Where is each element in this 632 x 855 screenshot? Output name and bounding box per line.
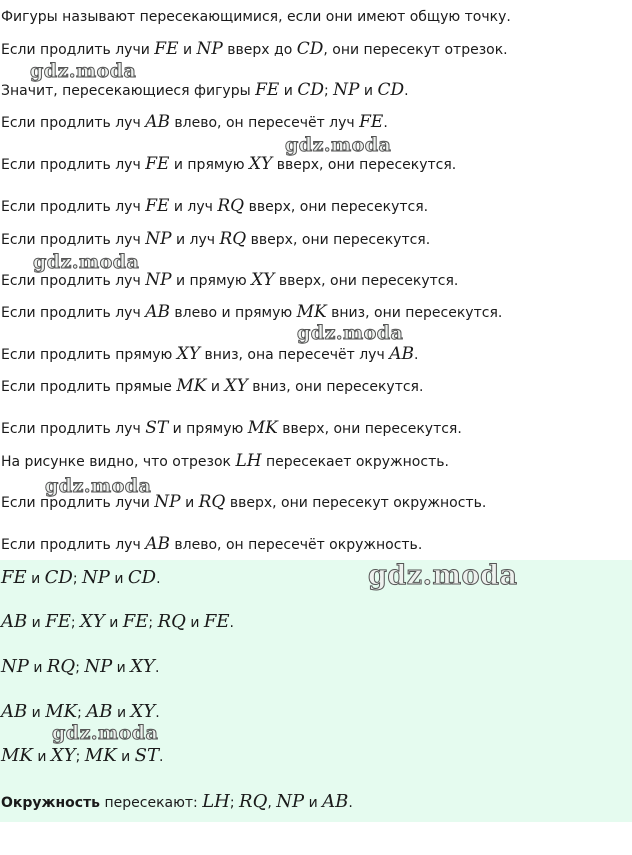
text-segment: и xyxy=(109,571,128,587)
math-label: NP xyxy=(145,270,172,290)
math-label: AB xyxy=(86,701,113,722)
math-label: XY xyxy=(130,656,155,677)
solution-line xyxy=(1,230,430,249)
math-label: RQ xyxy=(46,656,76,677)
solution-line xyxy=(1,271,458,290)
math-label: FE xyxy=(203,611,230,632)
solution-line xyxy=(1,419,462,438)
math-label: AB xyxy=(145,112,170,132)
math-label: AB xyxy=(1,611,28,632)
text-segment: , xyxy=(267,795,277,811)
math-label: LH xyxy=(202,791,230,812)
text-segment: и xyxy=(32,749,51,765)
math-label: NP xyxy=(82,567,110,588)
text-segment: ; xyxy=(72,571,83,587)
math-label: FE xyxy=(154,39,179,59)
text-segment: и xyxy=(206,379,225,395)
text-segment: и xyxy=(27,705,46,721)
text-segment: вверх, они пересекутся. xyxy=(274,273,459,289)
text-segment: . xyxy=(229,615,234,631)
text-segment: Если продлить лучи xyxy=(1,495,155,511)
answer-box xyxy=(0,560,632,822)
text-segment: Если продлить лучи xyxy=(1,42,155,58)
math-label: XY xyxy=(176,344,201,364)
math-label: MK xyxy=(247,418,278,438)
text-segment: . xyxy=(348,795,353,811)
math-label: CD xyxy=(296,39,324,59)
text-segment: вниз, они пересекутся. xyxy=(247,379,424,395)
watermark: gdz.moda xyxy=(52,722,159,744)
watermark: gdz.moda xyxy=(297,322,404,344)
math-label: MK xyxy=(296,302,327,322)
answer-line xyxy=(1,746,163,767)
math-label: MK xyxy=(45,701,78,722)
solution-line xyxy=(1,535,422,554)
text-segment: вниз, она пересечёт луч xyxy=(200,347,390,363)
text-segment: ; xyxy=(75,660,85,676)
math-label: ST xyxy=(145,418,169,438)
text-segment: , они пересекут отрезок. xyxy=(323,42,508,58)
text-segment: Если продлить луч xyxy=(1,115,146,131)
solution-line xyxy=(1,81,409,100)
watermark: gdz.moda xyxy=(285,134,392,156)
text-segment: . xyxy=(383,115,388,131)
solution-line xyxy=(1,377,423,396)
math-label: CD xyxy=(127,567,157,588)
watermark: gdz.moda xyxy=(30,60,137,82)
text-segment: и луч xyxy=(169,199,218,215)
math-label: NP xyxy=(145,229,172,249)
solution-line xyxy=(1,40,508,59)
math-label: AB xyxy=(145,534,170,554)
math-label: FE xyxy=(145,196,170,216)
math-label: XY xyxy=(80,611,105,632)
text-segment: вверх до xyxy=(222,42,297,58)
text-segment: вверх, они пересекут окружность. xyxy=(225,495,487,511)
text-segment: . xyxy=(155,705,160,721)
text-segment: и прямую xyxy=(168,421,248,437)
math-label: CD xyxy=(44,567,73,588)
math-label: AB xyxy=(322,791,349,812)
text-segment: и xyxy=(185,615,204,631)
solution-line xyxy=(1,303,502,322)
text-segment: пересекают: xyxy=(100,795,203,811)
text-segment: и прямую xyxy=(171,273,252,289)
math-label: RQ xyxy=(198,492,226,512)
math-label: MK xyxy=(84,745,117,766)
text-segment: и xyxy=(26,571,45,587)
text-segment: и xyxy=(180,495,199,511)
answer-line xyxy=(1,568,161,589)
text-segment: влево, он пересечёт окружность. xyxy=(169,537,423,553)
math-label: RQ xyxy=(217,196,245,216)
text-segment: ; xyxy=(75,749,85,765)
text-segment: вверх, они пересекутся. xyxy=(246,232,431,248)
text-segment: ; xyxy=(148,615,158,631)
math-label: RQ xyxy=(219,229,247,249)
watermark: gdz.moda xyxy=(33,251,140,273)
bold-term: Окружность xyxy=(1,795,101,811)
answer-line xyxy=(1,792,353,813)
math-label: FE xyxy=(145,154,170,174)
text-segment: . xyxy=(413,347,419,363)
solution-line xyxy=(1,197,428,216)
text-segment: и xyxy=(116,749,135,765)
text-segment: Если продлить луч xyxy=(1,305,146,321)
math-label: FE xyxy=(359,112,384,132)
text-segment: ; xyxy=(77,705,87,721)
math-label: NP xyxy=(333,80,360,100)
text-segment: и xyxy=(359,83,378,99)
solution-line xyxy=(1,452,449,471)
text-segment: . xyxy=(404,83,409,99)
math-label: XY xyxy=(224,376,248,396)
solution-line xyxy=(1,155,456,174)
answer-line xyxy=(1,702,160,723)
text-segment: и прямую xyxy=(169,157,249,173)
text-segment: и xyxy=(104,615,123,631)
text-segment: и xyxy=(279,83,298,99)
math-label: AB xyxy=(389,344,414,364)
text-segment: . xyxy=(154,660,160,676)
answer-line xyxy=(1,657,159,678)
text-segment: Если продлить прямые xyxy=(1,379,177,395)
math-label: NP xyxy=(196,39,223,59)
solution-line xyxy=(1,8,511,26)
text-segment: Если продлить луч xyxy=(1,537,146,553)
math-label: RQ xyxy=(157,611,186,632)
text-segment: ; xyxy=(70,615,81,631)
text-segment: . xyxy=(159,749,164,765)
text-segment: и xyxy=(178,42,197,58)
text-segment: Если продлить луч xyxy=(1,157,146,173)
math-label: LH xyxy=(235,451,262,471)
math-label: FE xyxy=(1,567,27,588)
math-label: MK xyxy=(1,745,33,766)
text-segment: и xyxy=(27,615,46,631)
text-segment: влево, он пересечёт луч xyxy=(169,115,360,131)
text-segment: Если продлить луч xyxy=(1,273,146,289)
text-segment: пересекает окружность. xyxy=(261,454,449,470)
text-segment: Фигуры называют пересекающимися, если они имеют общую точку. xyxy=(1,9,511,25)
math-label: NP xyxy=(154,492,181,512)
answer-line xyxy=(1,612,234,633)
math-label: XY xyxy=(130,701,156,722)
text-segment: и xyxy=(112,705,131,721)
text-segment: Если продлить прямую xyxy=(1,347,177,363)
text-segment: и xyxy=(28,660,47,676)
math-label: CD xyxy=(297,80,324,100)
watermark: gdz.moda xyxy=(368,560,518,591)
math-label: FE xyxy=(122,611,149,632)
solution-line xyxy=(1,345,418,364)
text-segment: Если продлить луч xyxy=(1,199,146,215)
text-segment: влево и прямую xyxy=(169,305,297,321)
math-label: CD xyxy=(377,80,405,100)
math-label: FE xyxy=(255,80,280,100)
text-segment: . xyxy=(156,571,161,587)
text-segment: и xyxy=(304,795,323,811)
math-label: AB xyxy=(1,701,28,722)
math-label: XY xyxy=(50,745,76,766)
text-segment: ; xyxy=(323,83,334,99)
math-label: FE xyxy=(45,611,71,632)
math-label: NP xyxy=(1,656,29,677)
math-label: MK xyxy=(176,376,207,396)
math-label: NP xyxy=(84,656,113,677)
text-segment: Значит, пересекающиеся фигуры xyxy=(1,83,256,99)
math-label: XY xyxy=(251,270,275,290)
solution-line xyxy=(1,113,388,132)
text-segment: вверх, они пересекутся. xyxy=(277,421,462,437)
math-label: ST xyxy=(134,745,159,766)
text-segment: На рисунке видно, что отрезок xyxy=(1,454,236,470)
text-segment: ; xyxy=(229,795,240,811)
math-label: NP xyxy=(276,791,305,812)
text-segment: Если продлить луч xyxy=(1,232,146,248)
text-segment: и луч xyxy=(171,232,220,248)
math-label: RQ xyxy=(239,791,268,812)
text-segment: вниз, они пересекутся. xyxy=(326,305,503,321)
text-segment: вверх, они пересекутся. xyxy=(244,199,429,215)
math-label: XY xyxy=(248,154,273,174)
text-segment: и xyxy=(112,660,131,676)
text-segment: Если продлить луч xyxy=(1,421,146,437)
math-label: AB xyxy=(145,302,170,322)
watermark: gdz.moda xyxy=(45,475,152,497)
text-segment: вверх, они пересекутся. xyxy=(272,157,457,173)
